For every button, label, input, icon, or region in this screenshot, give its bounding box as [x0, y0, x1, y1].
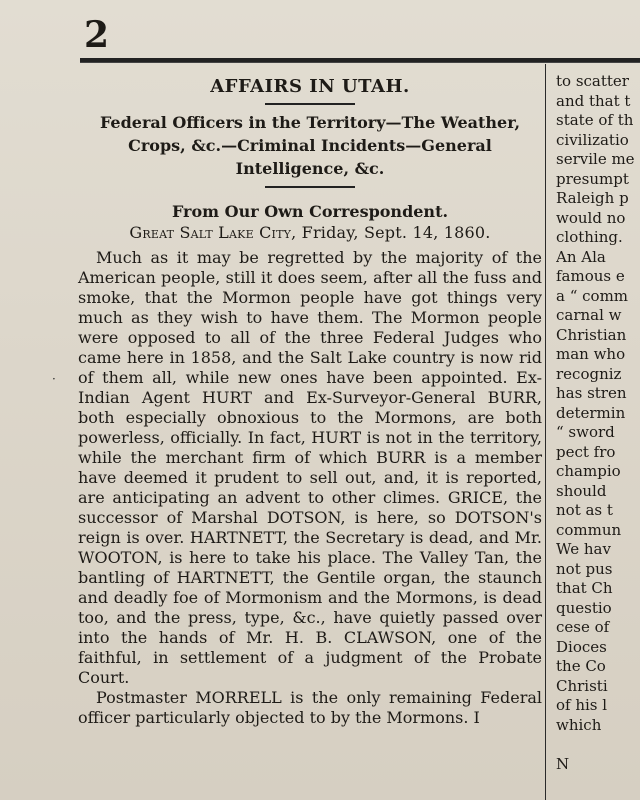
adjacent-column-line: which [556, 715, 602, 734]
article-body [78, 248, 542, 728]
top-rule [80, 58, 640, 63]
adjacent-column-line: that Ch [556, 579, 613, 597]
adjacent-column-line: cese of [556, 618, 610, 636]
adjacent-column-line: and that t [556, 91, 631, 110]
adjacent-column-line: We hav [556, 540, 611, 558]
article-column [74, 72, 546, 728]
adjacent-column-line: would no [556, 208, 626, 227]
adjacent-column-line: a “ comm [556, 286, 629, 305]
margin-mark: · [52, 372, 56, 386]
adjacent-column-line: determin [556, 403, 626, 422]
page-number: 2 [84, 14, 109, 56]
subhead-rule [265, 186, 355, 188]
dateline-place: Great Salt Lake City, [129, 223, 297, 242]
adjacent-column-line: questio [556, 598, 612, 617]
adjacent-column-line: Dioces [556, 637, 607, 656]
adjacent-column [556, 72, 640, 774]
adjacent-column-line: Raleigh p [556, 189, 629, 207]
dateline-date: Friday, Sept. 14, 1860. [296, 223, 491, 242]
adjacent-column-line: of his l [556, 696, 608, 714]
adjacent-column-line: not pus [556, 559, 613, 578]
adjacent-column-line: N [556, 754, 570, 773]
adjacent-column-line: not as t [556, 501, 613, 519]
adjacent-column-line: the Co [556, 657, 606, 675]
byline: From Our Own Correspondent. [171, 202, 449, 221]
adjacent-column-line: Christi [556, 676, 608, 695]
paragraph: Much as it may be regretted by the majority of the American people, still it does seem, after all the fuss and smoke, that the Mormon people have got things very much as they wish to have them. The Mormon people were opposed to all of the three Federal Judges who came here in 1858, and the Salt Lake country is now rid of them all, while new ones have been appointed. Ex-Indian Agent HURT and Ex-Surveyor-General BURR, both especially obnoxious to the Mormons, are both powerless, officially. In fact, HURT is not in the territory, while the merchant firm of which BURR is a member have deemed it prudent to sell out, and, it is reported, are anticipating an advent to other climes. GRICE, the successor of Marshal DOTSON, is here, so DOTSON's reign is over. HARTNETT, the Secretary is dead, and Mr. WOOTON, is here to take his place. The Valley Tan, the bantling of HARTNETT, the Gentile organ, the staunch and deadly foe of Mormonism and the Mormons, is dead too, and the press, type, &c., have quietly passed over into the hands of Mr. H. B. CLAWSON, one of the faithful, in settlement of a judgment of the Probate Court. [78, 248, 542, 687]
adjacent-column-line: commun [556, 520, 622, 539]
headline-rule [265, 103, 355, 105]
dateline [74, 223, 546, 242]
adjacent-column-line: recogniz [556, 364, 622, 383]
subhead: Federal Officers in the Territory—The Weather, Crops, &c.—Criminal Incidents—General Intelligence, &c. [99, 113, 521, 178]
adjacent-column-line: champio [556, 462, 621, 480]
adjacent-column-line: An Ala [556, 247, 606, 266]
adjacent-column-line: “ sword [556, 423, 615, 441]
adjacent-column-line: has stren [556, 384, 627, 402]
paragraph: Postmaster MORRELL is the only remaining Federal officer particularly objected to by the Mormons. I [78, 688, 542, 727]
adjacent-column-line: pect fro [556, 442, 616, 461]
adjacent-column-line: presumpt [556, 169, 629, 188]
adjacent-column-line: famous e [556, 267, 625, 285]
headline: AFFAIRS IN UTAH. [210, 76, 410, 97]
adjacent-column-line: clothing. [556, 228, 623, 246]
adjacent-column-line: servile me [556, 150, 635, 168]
adjacent-column-line: man who [556, 345, 626, 363]
adjacent-column-line: civilizatio [556, 130, 629, 149]
adjacent-column-line: should [556, 481, 607, 500]
adjacent-column-line: Christian [556, 325, 627, 344]
adjacent-column-line: to scatter [556, 72, 629, 90]
adjacent-column-line: carnal w [556, 306, 622, 324]
adjacent-column-line [556, 735, 640, 755]
adjacent-column-line: state of th [556, 111, 634, 129]
